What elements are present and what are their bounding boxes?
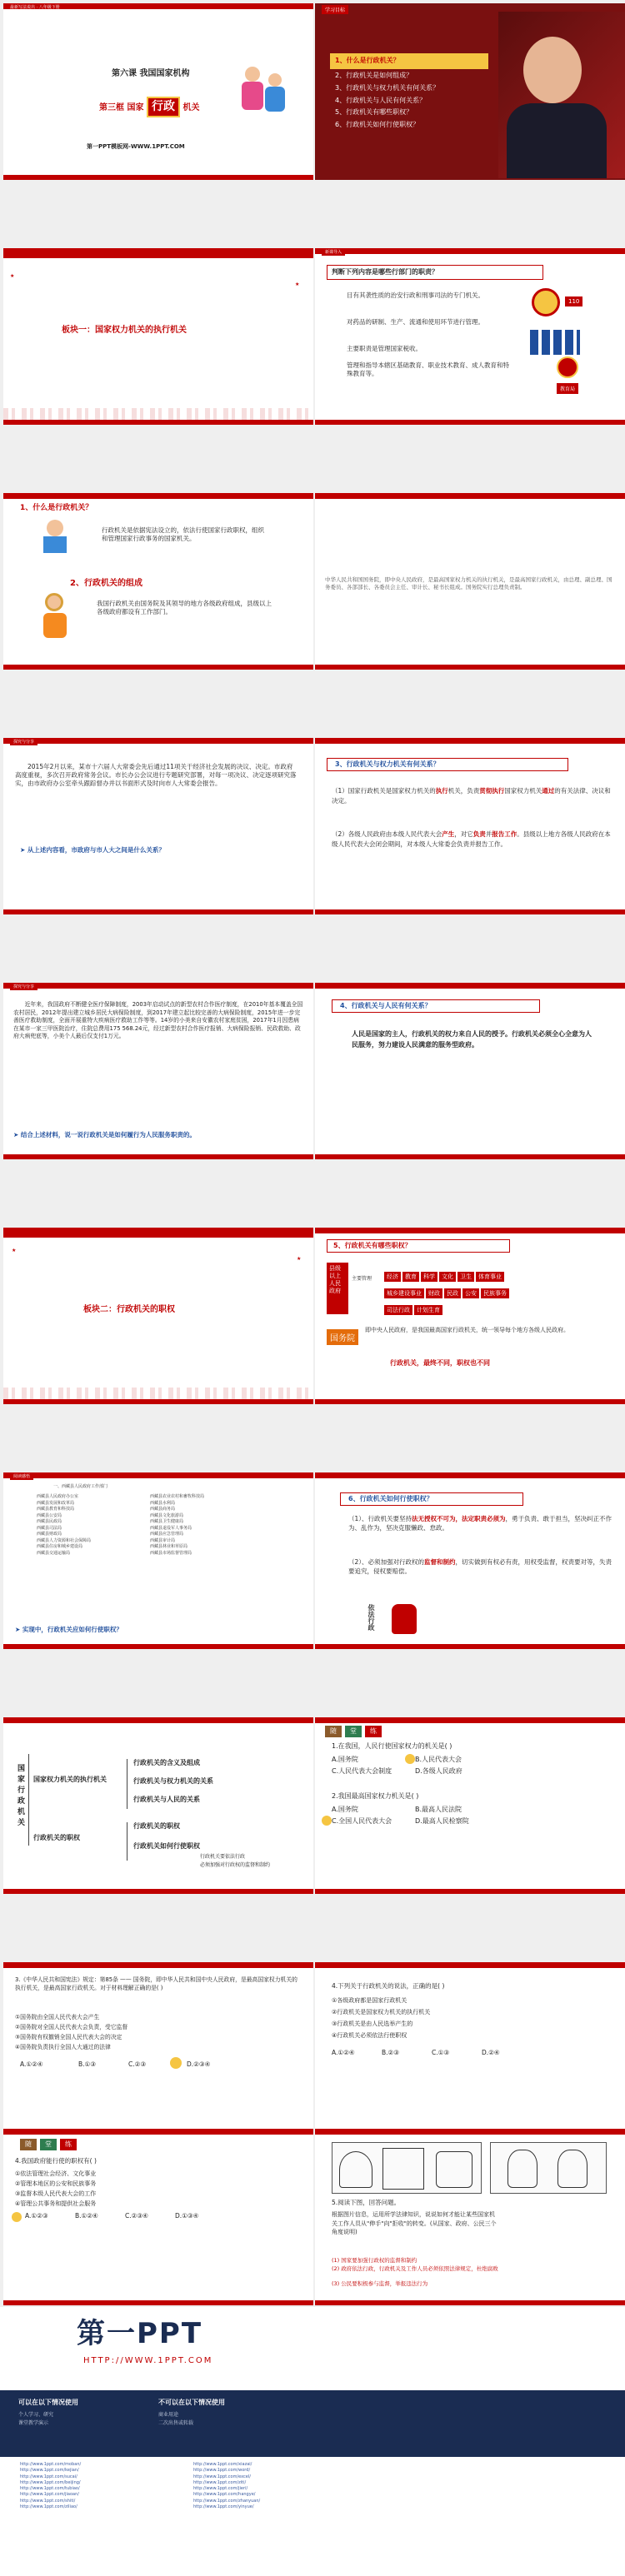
slide-what-is [3, 493, 313, 670]
bracket-line [28, 1754, 29, 1846]
tag-row-3: 司法行政 计划生育 [383, 1299, 443, 1316]
goals-list [330, 53, 488, 69]
exercise-a2: （2）、必须加强对行政权的监督和制约，切实做到有权必有责，用权受监督，权责要对等，失责要追究，侵权要赔偿。 [348, 1558, 612, 1576]
bottom-bar [3, 909, 313, 914]
top-bar [315, 983, 625, 989]
edu-label: 教育局 [557, 383, 578, 394]
quiz3-item: ①各级政府都是国家行政机关 [332, 1997, 408, 2004]
slide-title [3, 3, 313, 180]
quiz2-item: ②国务院对全国人民代表大会负责，受它监督 [15, 2024, 128, 2030]
explore2-para: 近年来，我国政府不断健全医疗保障制度，2003年启动试点的新型农村合作医疗制度，在2010年基本覆盖全国农村居民，2012年提出建立城乡居民大病保险制度，到2017年建立起比较完善的大病保险制度，2015年进一步完善医疗救助制度，全面开展重特大疾病医疗救助工作等等。14岁的小美来自安徽农村家庭贫困，2017年1月因患病在某市一家三甲医院治疗，住院总费用175 568.24元，经过新型农村合作医疗报销、大病保险报销、民政救助、政府大病兜底等，小美个人最后仅支付1万元。 [13, 1001, 303, 1040]
explore-question: ➤ 从上述内容看，市政府与市人大之间是什么关系？ [20, 846, 165, 854]
block-title: 板块一：国家权力机关的执行机关 [62, 326, 187, 335]
slide-quiz1 [315, 1717, 625, 1894]
people-icon [530, 330, 580, 355]
footer-link[interactable]: http://www.1ppt.com/shiti/ [20, 2498, 76, 2504]
gwy-label: 国务院 [327, 1329, 358, 1345]
slide-quiz5 [315, 2129, 625, 2305]
footer-links [0, 2457, 625, 2576]
slide-header: 最新写法说出 · 八年级下册 [10, 5, 60, 10]
quiz5-text: 根据图片信息，运用所学法律知识，说说如何才能让某些国家机关工作人员从"伸手"向"拒收"的转变。(从国家、政府、公民三个角度说明) [332, 2211, 497, 2235]
footer-link[interactable]: http://www.1ppt.com/kejian/ [20, 2468, 79, 2474]
bottom-bar [315, 909, 625, 914]
speaker-photo [498, 12, 625, 178]
footer-link[interactable]: http://www.1ppt.com/jieri/ [193, 2486, 248, 2491]
lesson-title: 第六课 我国国家机构 [112, 69, 190, 78]
quiz5-answer: (2) 政府依法行政，行政机关及工作人员必须依照法律规定，杜绝腐败 [332, 2265, 498, 2272]
quiz4-item: ②管理本地区的公安和民族事务 [15, 2180, 97, 2187]
bracket-line [127, 1822, 128, 1861]
slide-quiz2 [3, 1962, 313, 2139]
top-bar [3, 1472, 313, 1478]
top-bar [315, 738, 625, 744]
quiz5-answer: (1) 国家要加强行政权的监督和制约 [332, 2257, 418, 2264]
top-bar [3, 493, 313, 499]
reading-header: 阅读感悟 [10, 1472, 33, 1480]
footer-link[interactable]: http://www.1ppt.com/excel/ [193, 2474, 251, 2479]
tag-row-1: 经济 教育 科学 文化 卫生 体育事业 [383, 1266, 505, 1283]
star-icon: ★ [12, 1248, 17, 1253]
cartoon-image [332, 2142, 482, 2194]
slide-powers [315, 1228, 625, 1404]
star-icon: ★ [297, 1256, 302, 1262]
summary-root: 国家行政机关 [16, 1764, 24, 1829]
bottom-bar [3, 2300, 313, 2305]
bottom-bar [315, 1644, 625, 1649]
slide-goals [315, 3, 625, 180]
bottom-bar [315, 1399, 625, 1404]
star-icon: ★ [10, 273, 15, 279]
exercise-a1: （1）、行政机关要坚持法无授权不可为，法定职责必须为，勇于负责、敢于担当，坚决纠正不作为、乱作为，坚决克服懒政、怠政。 [348, 1515, 612, 1532]
bottom-bar [315, 665, 625, 670]
cartoon-image-2 [490, 2142, 607, 2194]
people-answer: 人民是国家的主人，行政机关的权力来自人民的授予。行政机关必须全心全意为人民服务，努力建设人民满意的服务型政府。 [352, 1030, 592, 1049]
quiz2-option: C.②③ [128, 2060, 147, 2068]
girl-illustration [37, 591, 73, 650]
bottom-bar [3, 665, 313, 670]
top-bar [315, 493, 625, 499]
top-bar [315, 1717, 625, 1723]
goal-item: 2、行政机关是如何组成？ [335, 72, 413, 79]
quiz4-option: C.②③④ [125, 2212, 148, 2220]
footer-link[interactable]: http://www.1ppt.com/tubiao/ [20, 2486, 80, 2491]
people-question: 4、行政机关与人民有何关系？ [340, 1002, 432, 1009]
intro-item: 目有其袭性质的治安行政和刑事司法的专门机关。 [347, 291, 484, 299]
top-bar [315, 2129, 625, 2135]
quiz-option: C.人民代表大会制度 [332, 1767, 392, 1775]
relation-p1: （1）国家行政机关是国家权力机关的执行机关，负责贯彻执行国家权力机关通过的有关法律、决议和决定。 [332, 787, 611, 805]
footer-left-item: 课堂教学演示 [18, 2420, 49, 2426]
goal-item: 3、行政机关与权力机关有何关系？ [335, 83, 440, 92]
top-bar [3, 983, 313, 989]
summary-leaf: 行政机关如何行使职权 [133, 1842, 200, 1850]
bottom-bar [315, 2300, 625, 2305]
footer-link[interactable]: http://www.1ppt.com/word/ [193, 2468, 251, 2474]
seal-stamp-icon [392, 1604, 417, 1634]
slide-quiz4 [3, 2129, 313, 2305]
powers-bottom: 行政机关，最终不同，职权也不同 [390, 1359, 490, 1367]
footer-link[interactable]: http://www.1ppt.com/moban/ [20, 2462, 82, 2467]
explore2-question: ➤ 结合上述材料，说一说行政机关是如何履行为人民服务职责的。 [13, 1131, 196, 1139]
top-bar [3, 248, 313, 258]
quiz4-option: B.①②④ [75, 2212, 98, 2220]
footer-right-title: 不可以在以下情况使用 [158, 2399, 225, 2406]
quiz-option: C.全国人民代表大会 [332, 1817, 392, 1825]
top-bar [315, 1472, 625, 1478]
quiz-tile: 随 [20, 2139, 37, 2150]
top-bar [3, 1228, 313, 1238]
footer-link[interactable]: http://www.1ppt.com/xiazai/ [193, 2462, 252, 2467]
highlight-char: 行政 [147, 97, 180, 117]
slide-block2 [3, 1228, 313, 1404]
quiz2-option: B.①③ [78, 2060, 96, 2068]
exercise-question: 6、行政机关如何行使职权？ [348, 1495, 433, 1502]
answer-mark-icon [322, 1816, 332, 1826]
footer-link[interactable]: http://www.1ppt.com/ziti/ [193, 2479, 247, 2485]
slide-relation-people [315, 983, 625, 1159]
quiz-q1: 1.在我国，人民行使国家权力的机关是( ) [332, 1742, 452, 1750]
quiz-option: B.最高人民法院 [415, 1806, 462, 1813]
quiz4-item: ④管理公共事务和提供社会服务 [15, 2200, 97, 2207]
quiz4-option: A.①②③ [25, 2212, 48, 2220]
quiz2-option: A.①②④ [20, 2060, 43, 2068]
table-col-left: 西藏县人民政府办公室 西藏县发展和改革局 西藏县教育和科技局 西藏县公安局 西藏县民政局 西藏县司法局 西藏县财政局 西藏县人力资源和社会保障局 西藏县住房和城乡建设局 西藏县交通运输局 [37, 1494, 92, 1556]
quiz3-question: 4.下列关于行政机关的说法，正确的是( ) [332, 1982, 445, 1990]
quiz-option: D.最高人民检察院 [415, 1817, 469, 1825]
bottom-bar [315, 420, 625, 425]
bottom-bar [3, 175, 313, 180]
explore-header: 探究与分享 [10, 738, 38, 745]
quiz4-item: ③监督本级人民代表大会的工作 [15, 2190, 97, 2197]
quiz5-answer: (3) 公民要积极参与监督，举报违法行为 [332, 2280, 428, 2287]
quiz3-option: B.②③ [382, 2049, 399, 2056]
quiz2-item: ④国务院负责执行全国人大通过的法律 [15, 2044, 111, 2050]
quiz4-option: D.①③④ [175, 2212, 199, 2220]
quiz-tile: 练 [365, 1726, 382, 1737]
slide-exercise-powers [315, 1472, 625, 1649]
links-column-left [20, 2462, 81, 2510]
powers-question: 5、行政机关有哪些职权？ [333, 1242, 412, 1249]
badge-110: 110 [565, 296, 582, 306]
bottom-bar [3, 420, 313, 425]
gwy-text: 即中央人民政府，是我国最高国家行政机关，统一领导每个地方各级人民政府。 [365, 1327, 569, 1333]
bottom-bar [3, 1644, 313, 1649]
summary-leaf: 行政机关与人民的关系 [133, 1796, 200, 1803]
bracket-line [127, 1759, 128, 1809]
top-bar [315, 1228, 625, 1233]
relation-p2: （2）各级人民政府由本级人民代表大会产生，对它负责并报告工作。县级以上地方各级人民政府在本级人民代表大会闭会期间，对本级人大常委会负责并报告工作。 [332, 830, 611, 848]
answer-mark-icon [170, 2057, 182, 2069]
slide-summary [3, 1717, 313, 1894]
top-bar [3, 738, 313, 744]
table-title: 一、西藏县人民政府工作部门 [53, 1484, 108, 1489]
quiz-tile: 练 [60, 2139, 77, 2150]
top-bar [3, 1962, 313, 1968]
goals-header: 学习目标 [322, 5, 348, 14]
gov-box: 县级以上人民政府 [327, 1263, 348, 1314]
top-bar [315, 248, 625, 254]
bottom-bar [3, 1889, 313, 1894]
quiz-option: A.国务院 [332, 1756, 358, 1763]
quiz-option: B.人民代表大会 [415, 1756, 462, 1763]
quiz2-item: ①国务院由全国人民代表大会产生 [15, 2014, 100, 2020]
relation-question: 3、行政机关与权力机关有何关系？ [335, 760, 440, 768]
quiz4-question: 4.我国政府能行使的职权有( ) [15, 2157, 97, 2165]
summary-sub: 行政机关要依法行政 [200, 1854, 246, 1860]
quiz-q2: 2.我国最高国家权力机关是( ) [332, 1792, 419, 1800]
quiz-tile: 堂 [40, 2139, 57, 2150]
section-title: 第三框 国家 行政 机关 [99, 97, 199, 117]
footer-link[interactable]: http://www.1ppt.com/yinyue/ [193, 2504, 254, 2509]
footer-panel [0, 2390, 625, 2457]
summary-leaf: 行政机关的含义及组成 [133, 1759, 200, 1766]
council-text: 中华人民共和国国务院，即中央人民政府，是最高国家权力机关的执行机关，是最高国家行政机关，由总理、副总理、国务委员、各部部长、各委员会主任、审计长、秘书长组成。国务院实行总理负责制。 [325, 576, 612, 590]
intro-item: 对药品的研制、生产、流通和使用环节进行管理。 [347, 318, 484, 326]
goal-item: 6、行政机关如何行使职权？ [335, 121, 420, 129]
reading-question: ➤ 实现中，行政机关应如何行使职权？ [15, 1626, 122, 1633]
footer-right-item: 商业用途 [158, 2412, 179, 2418]
quiz3-option: A.①②④ [332, 2049, 355, 2056]
intro-item: 管理和指导本辖区基础教育、职业技术教育、成人教育和特殊教育等。 [347, 361, 509, 378]
emblem-icon [557, 356, 578, 378]
summary-leaf: 行政机关与权力机关的关系 [133, 1777, 213, 1785]
footer-link[interactable]: http://www.1ppt.com/sucai/ [20, 2474, 78, 2479]
quiz3-item: ④行政机关必须依法行使职权 [332, 2032, 408, 2039]
slide-explore1 [3, 738, 313, 914]
summary-group-1: 国家权力机关的执行机关 [33, 1776, 107, 1783]
top-bar [3, 1717, 313, 1723]
quiz2-question: 3.《中华人民共和国宪法》规定：第85条 —— 国务院，即中华人民共和国中央人民政府，是最高国家权力机关的执行机关，是最高国家行政机关。对于材料理解正确的是( ) [15, 1976, 298, 1992]
footer-link[interactable]: http://www.1ppt.com/zhanyuan/ [193, 2498, 261, 2504]
city-skyline [3, 408, 313, 420]
teacher-illustration [40, 520, 90, 553]
bottom-bar [315, 1154, 625, 1159]
footer-right-item: 二次出售或转载 [158, 2420, 194, 2426]
explore2-header: 探究与分享 [10, 983, 38, 990]
summary-leaf: 行政机关的职权 [133, 1822, 180, 1830]
seal-text: 依法行政 [368, 1604, 375, 1631]
quiz3-option: D.②④ [482, 2049, 500, 2056]
quiz-option: A.国务院 [332, 1806, 358, 1813]
top-bar [3, 2129, 313, 2135]
slide-block1 [3, 248, 313, 425]
footer-logo-area [0, 2307, 625, 2390]
summary-sub: 必须加强对行政权的监督和制约 [200, 1862, 271, 1868]
quiz3-option: C.①③ [432, 2049, 450, 2056]
slide-explore2 [3, 983, 313, 1159]
star-icon: ★ [295, 282, 300, 287]
answer-mark-icon [12, 2212, 22, 2222]
intro-question: 判断下列内容是哪些行部门的职责？ [332, 268, 438, 276]
police-icon [532, 288, 560, 316]
quiz-option: D.各级人民政府 [415, 1767, 462, 1775]
links-column-right [193, 2462, 260, 2510]
quiz5-question: 5.阅读下图，回答问题。 [332, 2199, 401, 2206]
q2-title: 2、行政机关的组成 [70, 579, 142, 588]
answer-mark-icon [405, 1754, 415, 1764]
slide-reading [3, 1472, 313, 1649]
footer-left-title: 可以在以下情况使用 [18, 2399, 78, 2406]
footer-url: HTTP://WWW.1PPT.COM [83, 2356, 213, 2365]
bottom-bar [315, 1889, 625, 1894]
footer-link[interactable]: http://www.1ppt.com/jiaoan/ [20, 2492, 79, 2498]
intro-header: 新课导入 [322, 248, 345, 256]
footer-logo: 第一PPT [77, 2317, 203, 2350]
quiz-tile: 随 [325, 1726, 342, 1737]
block2-title: 板块二：行政机关的职权 [83, 1305, 175, 1314]
intro-item: 主要职责是管理国家税收。 [347, 345, 422, 352]
site-text: 第一PPT模板网-WWW.1PPT.COM [87, 143, 185, 150]
summary-group-2: 行政机关的职权 [33, 1834, 80, 1841]
explore-para: 2015年2月以来，某市十六届人大常委会先后通过11项关于经济社会发展的决议、决定。市政府高度重视，多次召开政府常务会议。市长办公会议进行专题研究部署，对每一项决议、决定逐项研究落实，由市政府办公室牵头跟踪督办并以书面形式及时向市人大常委会报告。 [15, 763, 297, 788]
quiz-tile: 堂 [345, 1726, 362, 1737]
bottom-bar [3, 1399, 313, 1404]
goal-item: 1、什么是行政机关？ [335, 57, 400, 64]
tag-row-2: 城乡建设事业 财政 民政 公安 民族事务 [383, 1283, 510, 1299]
top-bar [315, 1962, 625, 1968]
kids-illustration [237, 62, 295, 137]
goals-list-rest [330, 68, 497, 133]
footer-left-item: 个人学习、研究 [18, 2412, 54, 2418]
footer-link[interactable]: http://www.1ppt.com/hangye/ [193, 2492, 256, 2498]
slide-relation-power [315, 738, 625, 914]
a2-text: 我国行政机关由国务院及其领导的地方各级政府组成，县级以上各级政府都设有工作部门。 [97, 600, 272, 616]
footer-link[interactable]: http://www.1ppt.com/beijing/ [20, 2479, 81, 2485]
table-col-right: 西藏县农业农村和畜牧科技局 西藏县水利局 西藏县商务局 西藏县文化旅游局 西藏县卫生健康局 西藏县退役军人事务局 西藏县应急管理局 西藏县审计局 西藏县林业和草原局 西藏县市场监督管理局 [150, 1494, 205, 1556]
goal-item: 4、行政机关与人民有何关系？ [335, 96, 427, 104]
quiz4-item: ①依法管理社会经济、文化事业 [15, 2170, 97, 2177]
q1-title: 1、什么是行政机关？ [20, 504, 93, 512]
slide-quiz3 [315, 1962, 625, 2139]
slide-intro [315, 248, 625, 425]
quiz2-option: D.②③④ [187, 2060, 211, 2068]
slide-state-council [315, 493, 625, 670]
footer-link[interactable]: http://www.1ppt.com/ziliao/ [20, 2504, 78, 2509]
quiz3-item: ②行政机关是国家权力机关的执行机关 [332, 2009, 431, 2015]
city-skyline [3, 1388, 313, 1399]
quiz3-item: ③行政机关是由人民选举产生的 [332, 2020, 413, 2027]
quiz2-item: ③国务院有权撤销全国人民代表大会的决定 [15, 2034, 122, 2040]
bottom-bar [3, 1154, 313, 1159]
manage-label: 主要管理 [352, 1276, 372, 1282]
a1-text: 行政机关是依据宪法设立的，依法行使国家行政职权，组织和管理国家行政事务的国家机关。 [102, 526, 264, 543]
goal-item: 5、行政机关有哪些职权？ [335, 108, 413, 117]
